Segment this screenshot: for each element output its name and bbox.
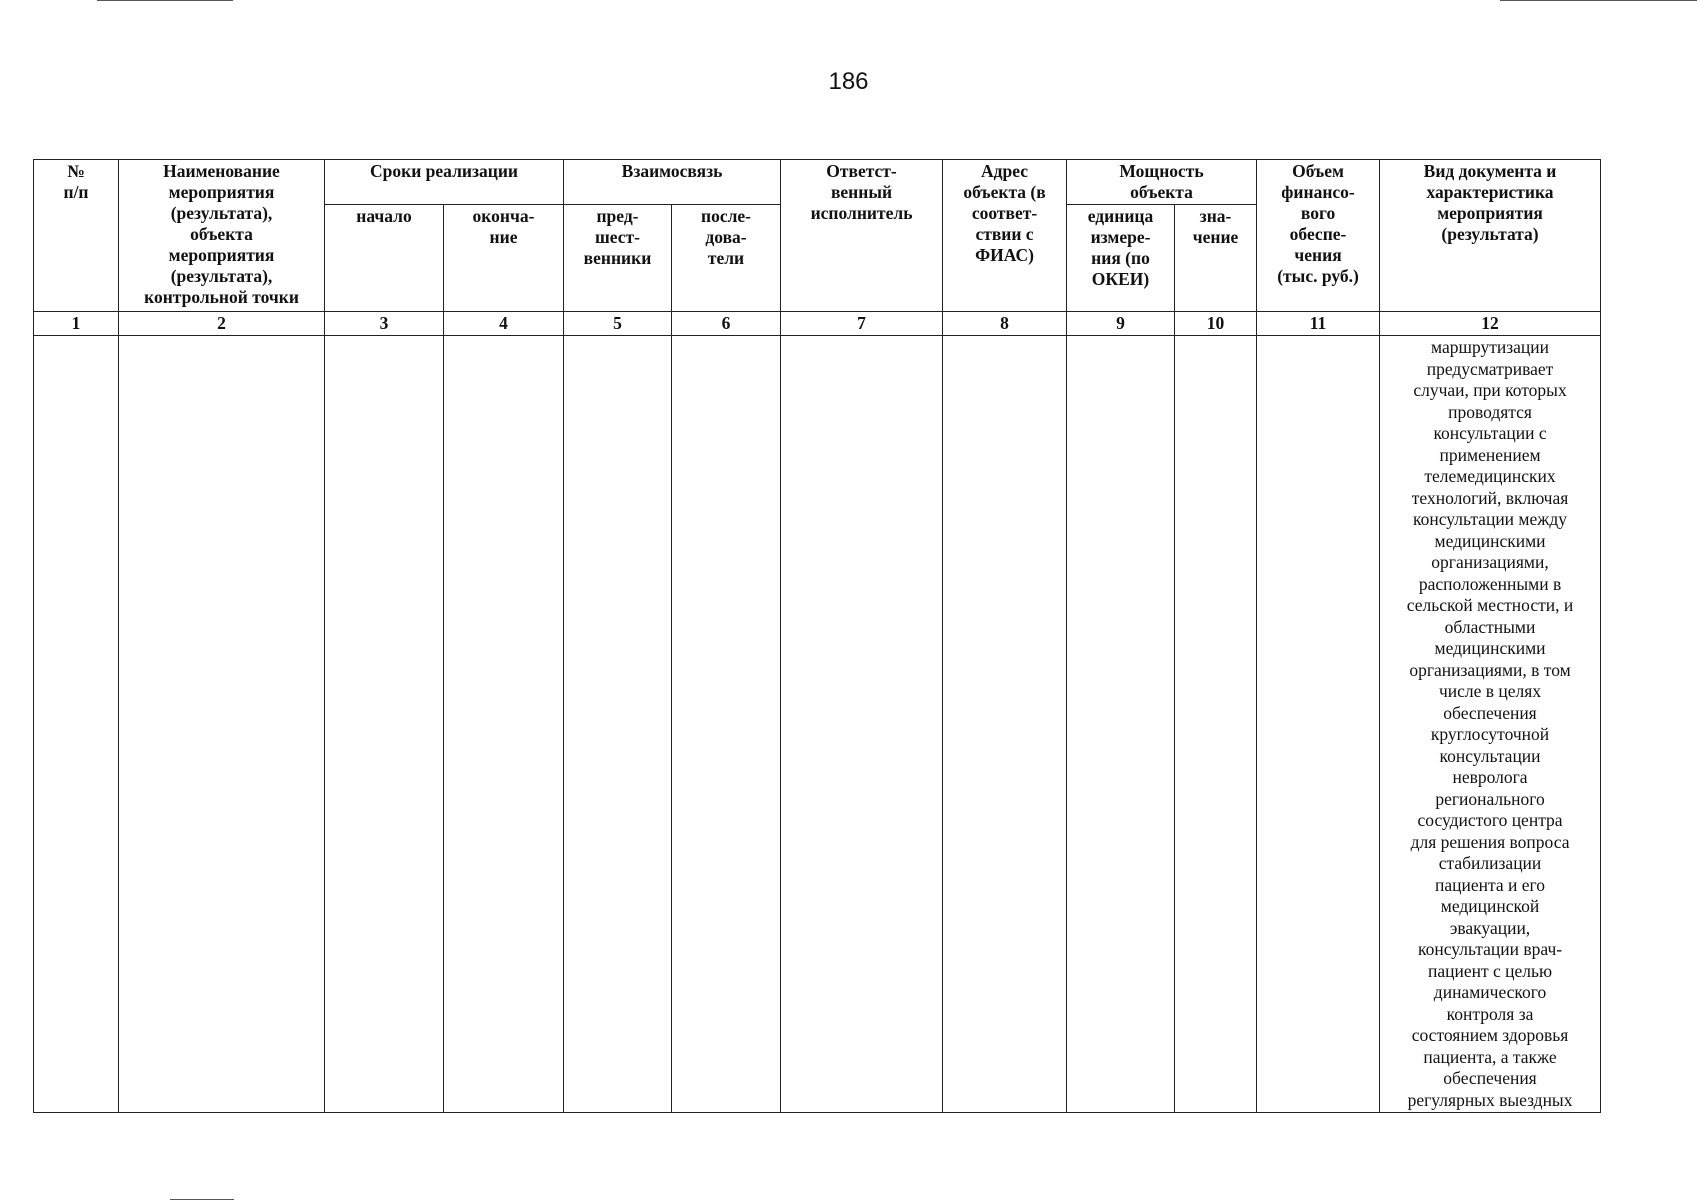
- header-responsible: Ответст- венный исполнитель: [781, 160, 943, 312]
- column-numbers-row: [34, 312, 1601, 336]
- cell-name: [119, 336, 325, 1113]
- header-capacity: Мощность объекта: [1067, 160, 1257, 205]
- header-num: № п/п: [34, 160, 119, 312]
- column-number: 5: [564, 312, 672, 336]
- activities-table: [33, 159, 1601, 1113]
- column-number: 10: [1175, 312, 1257, 336]
- cell-capacity-unit: [1067, 336, 1175, 1113]
- header-capacity-value: зна- чение: [1175, 205, 1257, 312]
- table-row: [34, 336, 1601, 1113]
- header-relation-prev: пред- шест- венники: [564, 205, 672, 312]
- column-number: 3: [325, 312, 444, 336]
- column-number: 12: [1380, 312, 1601, 336]
- column-number: 11: [1257, 312, 1380, 336]
- cell-finance: [1257, 336, 1380, 1113]
- header-row-top: [34, 160, 1601, 205]
- doc-description-text: маршрутизации предусматривает случаи, при которых проводятся консультации с применением телемедицинских технологий, включая консультации между медицинскими организациями, расположенными в сельской местности, и областными медицинскими организациями, в том числе в целях обеспечения круглосуточной консультации невролога регионального сосудистого центра для решения вопроса стабилизации пациента и его медицинской эвакуации, консультации врач- пациент с целью динамического контроля за состоянием здоровья пациента, а также обеспечения регулярных выездных: [1406, 337, 1574, 1110]
- cell-responsible: [781, 336, 943, 1113]
- top-left-edge-line: [97, 0, 233, 1]
- header-relation: Взаимосвязь: [564, 160, 781, 205]
- header-terms: Сроки реализации: [325, 160, 564, 205]
- column-number: 7: [781, 312, 943, 336]
- header-finance: Объем финансо- вого обеспе- чения (тыс. руб.): [1257, 160, 1380, 312]
- header-terms-start: начало: [325, 205, 444, 312]
- header-capacity-unit: единица измере- ния (по ОКЕИ): [1067, 205, 1175, 312]
- cell-num: [34, 336, 119, 1113]
- header-terms-end: оконча- ние: [444, 205, 564, 312]
- cell-address: [943, 336, 1067, 1113]
- column-number: 4: [444, 312, 564, 336]
- column-number: 8: [943, 312, 1067, 336]
- cell-prev: [564, 336, 672, 1113]
- top-right-edge-line: [1500, 0, 1697, 1]
- header-relation-next: после- дова- тели: [672, 205, 781, 312]
- header-doc: Вид документа и характеристика мероприятия (результата): [1380, 160, 1601, 312]
- cell-end: [444, 336, 564, 1113]
- page-number: 186: [828, 68, 869, 95]
- cell-capacity-value: [1175, 336, 1257, 1113]
- column-number: 9: [1067, 312, 1175, 336]
- cell-doc-description: [1380, 336, 1601, 1113]
- header-name: Наименование мероприятия (результата), объекта мероприятия (результата), контрольной точки: [119, 160, 325, 312]
- cell-next: [672, 336, 781, 1113]
- column-number: 6: [672, 312, 781, 336]
- column-number: 2: [119, 312, 325, 336]
- cell-start: [325, 336, 444, 1113]
- column-number: 1: [34, 312, 119, 336]
- header-address: Адрес объекта (в соответ- ствии с ФИАС): [943, 160, 1067, 312]
